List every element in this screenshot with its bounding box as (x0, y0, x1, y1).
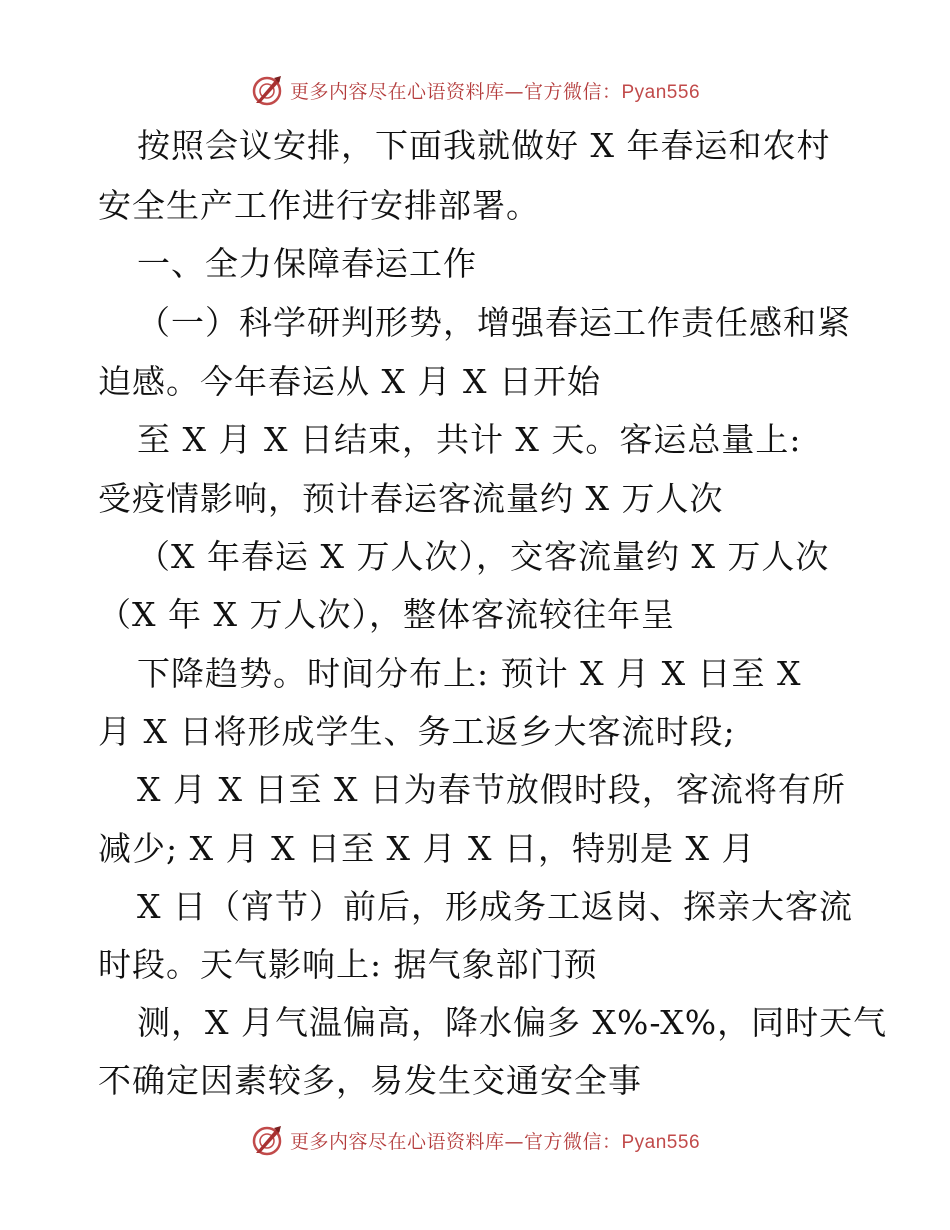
section-heading: 一、全力保障春运工作 (137, 244, 477, 283)
text-line: 减少; X 月 X 日至 X 月 X 日，特别是 X 月 (98, 829, 756, 868)
text-line: （X 年 X 万人次），整体客流较往年呈 (98, 595, 675, 634)
feather-quill-logo-icon (250, 1123, 284, 1157)
text-line: X 日（宵节）前后，形成务工返岗、探亲大客流 (137, 887, 853, 926)
text-line: 安全生产工作进行安排部署。 (98, 186, 540, 225)
watermark-slogan: 更多内容尽在心语资料库—官方微信： (289, 80, 622, 103)
watermark-wechat-handle: Pyan556 (621, 81, 701, 103)
text-line: 至 X 月 X 日结束，共计 X 天。客运总量上: (137, 420, 802, 459)
footer-watermark-banner (0, 1120, 950, 1160)
text-line: 按照会议安排，下面我就做好 X 年春运和农村 (137, 126, 831, 165)
text-line: 迫感。今年春运从 X 月 X 日开始 (98, 362, 601, 401)
text-line: 不确定因素较多，易发生交通安全事 (98, 1061, 642, 1100)
text-line: X 月 X 日至 X 日为春节放假时段，客流将有所 (137, 770, 846, 809)
text-line: 时段。天气影响上: 据气象部门预 (98, 945, 598, 984)
subsection-heading: （一）科学研判形势，增强春运工作责任感和紧 (137, 303, 851, 342)
text-line: 受疫情影响，预计春运客流量约 X 万人次 (98, 479, 724, 518)
text-line: （X 年春运 X 万人次），交客流量约 X 万人次 (137, 537, 830, 576)
text-line: 月 X 日将形成学生、务工返乡大客流时段; (98, 712, 736, 751)
watermark-wechat-handle: Pyan556 (621, 1131, 701, 1153)
text-line: 下降趋势。时间分布上: 预计 X 月 X 日至 X (137, 654, 802, 693)
watermark-text (290, 1127, 700, 1154)
watermark-slogan: 更多内容尽在心语资料库—官方微信： (289, 1130, 622, 1153)
text-line: 测，X 月气温偏高，降水偏多 X%-X%，同时天气 (137, 1003, 888, 1042)
